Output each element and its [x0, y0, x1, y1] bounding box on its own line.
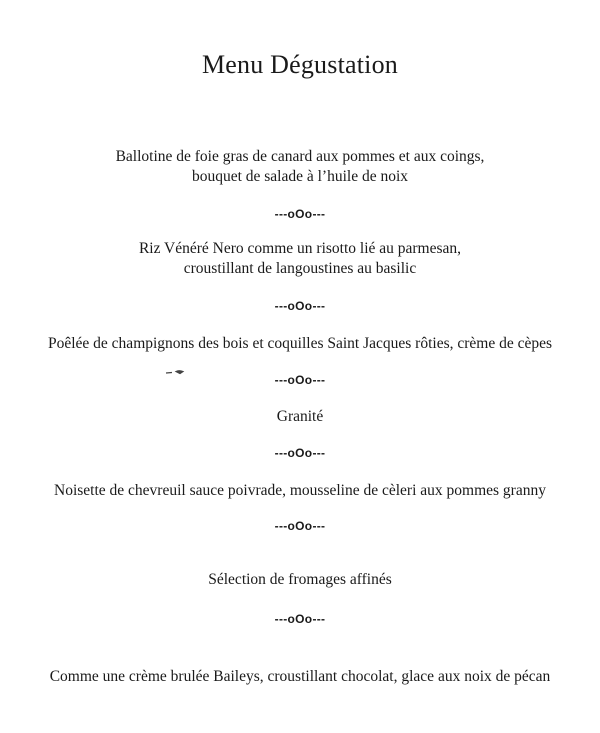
separator: ---oOo---: [274, 373, 326, 387]
course-1-line-1: Ballotine de foie gras de canard aux pommes et aux coings,: [115, 148, 485, 165]
separator: ---oOo---: [274, 446, 326, 460]
course-3-line-1: Poêlée de champignons des bois et coquilles Saint Jacques rôties, crème de cèpes: [47, 335, 553, 352]
course-5-line-1: Noisette de chevreuil sauce poivrade, mousseline de cèleri aux pommes granny: [54, 482, 546, 499]
separator: ---oOo---: [274, 207, 326, 221]
course-2-line-1: Riz Vénéré Nero comme un risotto lié au parmesan,: [138, 240, 462, 257]
course-6-line-1: Sélection de fromages affinés: [208, 571, 392, 588]
course-1-line-2: bouquet de salade à l’huile de noix: [191, 168, 409, 185]
separator: ---oOo---: [274, 519, 326, 533]
separator: ---oOo---: [274, 612, 326, 626]
course-7-line-1: Comme une crème brulée Baileys, croustillant chocolat, glace aux noix de pécan: [49, 668, 551, 685]
menu-title: Menu Dégustation: [201, 50, 398, 79]
course-4-line-1: Granité: [276, 408, 324, 425]
course-2-line-2: croustillant de langoustines au basilic: [183, 260, 417, 277]
separator: ---oOo---: [274, 299, 326, 313]
